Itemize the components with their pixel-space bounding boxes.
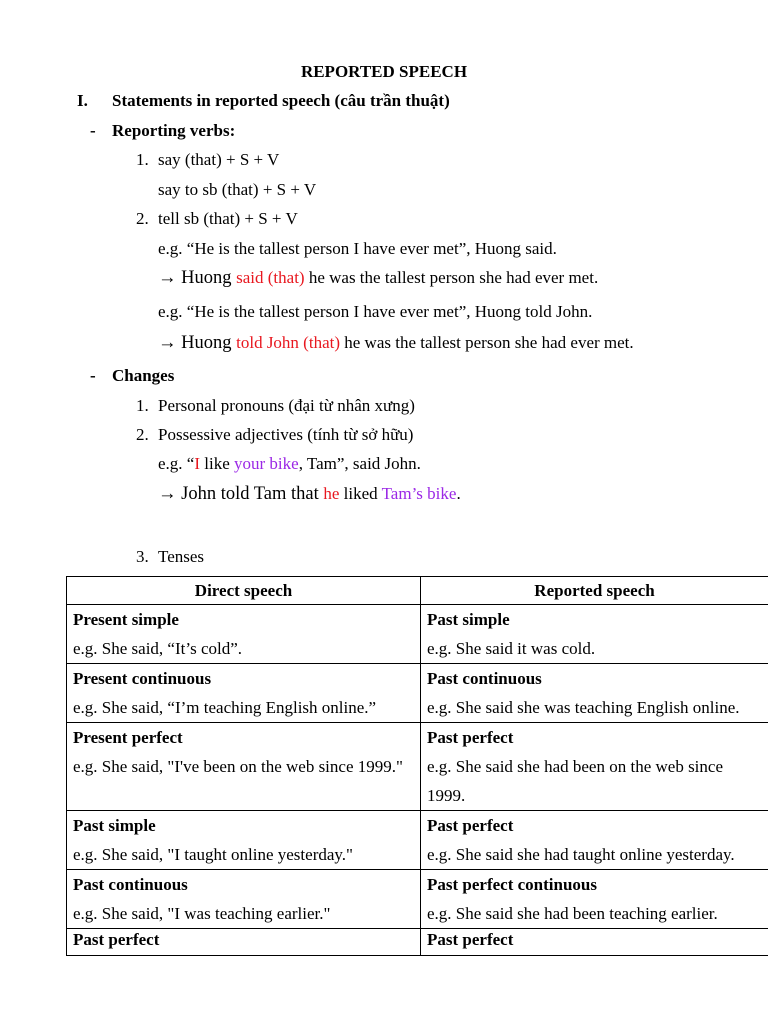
- list-item: Personal pronouns (đại từ nhân xưng): [158, 396, 415, 415]
- text: e.g. “: [158, 454, 195, 473]
- table-cell: [421, 870, 768, 929]
- table-cell: [421, 811, 768, 870]
- changes-heading: Changes: [112, 366, 175, 385]
- column-header: Direct speech: [67, 577, 421, 605]
- table-cell: [67, 870, 421, 929]
- table-cell: [421, 664, 768, 723]
- tense-example: e.g. She said it was cold.: [427, 639, 596, 658]
- table-cell: [67, 811, 421, 870]
- table-cell: [421, 929, 768, 956]
- list-item: tell sb (that) + S + V: [158, 209, 298, 228]
- section-numeral: I.: [77, 91, 88, 110]
- tense-name: Past continuous: [427, 669, 542, 688]
- table-row: [67, 870, 768, 929]
- tense-example: e.g. She said, “I’m teaching English online.”: [73, 698, 377, 717]
- example-result: [158, 484, 461, 505]
- table-cell: [421, 605, 768, 664]
- text: like: [200, 454, 235, 473]
- example-sentence: e.g. “He is the tallest person I have ever met”, Huong said.: [158, 239, 557, 258]
- tense-example: e.g. She said she had taught online yesterday.: [427, 845, 735, 864]
- table-cell: [67, 929, 421, 956]
- highlight-red: said (that): [236, 268, 305, 287]
- highlight-red: told John (that): [236, 333, 341, 352]
- text: .: [456, 484, 461, 503]
- highlight-red: he: [323, 484, 340, 503]
- list-number: 3.: [136, 547, 149, 566]
- tense-example: e.g. She said, "I taught online yesterday.": [73, 845, 353, 864]
- result-lead: → Huong: [158, 333, 237, 353]
- text: liked: [339, 484, 382, 503]
- table-header-row: [67, 577, 768, 605]
- text: , Tam”, said John.: [298, 454, 421, 473]
- tense-name: Past perfect: [73, 930, 160, 949]
- tense-example: e.g. She said she had been on the web since 1999.: [427, 757, 723, 805]
- list-item: say (that) + S + V: [158, 150, 280, 169]
- tenses-table: [66, 576, 768, 956]
- bullet-dash: -: [90, 121, 96, 140]
- list-number: 2.: [136, 425, 149, 444]
- section-heading: Statements in reported speech (câu trần thuật): [112, 91, 450, 110]
- tense-name: Past simple: [73, 816, 156, 835]
- table-row: [67, 929, 768, 956]
- result-lead: → Huong: [158, 268, 237, 288]
- table-cell: [67, 723, 421, 811]
- list-item-continuation: say to sb (that) + S + V: [158, 180, 317, 199]
- list-number: 1.: [136, 150, 149, 169]
- tense-name: Present continuous: [73, 669, 212, 688]
- reporting-verbs-heading: Reporting verbs:: [112, 121, 236, 140]
- example-result: [158, 333, 634, 354]
- list-item: Possessive adjectives (tính từ sở hữu): [158, 425, 414, 444]
- page-title: REPORTED SPEECH: [300, 62, 468, 81]
- list-number: 1.: [136, 396, 149, 415]
- highlight-red: I: [194, 454, 201, 473]
- tense-example: e.g. She said she was teaching English online.: [427, 698, 740, 717]
- example-result: [158, 268, 598, 289]
- tense-name: Present simple: [73, 610, 179, 629]
- tense-name: Past continuous: [73, 875, 188, 894]
- list-item: Tenses: [158, 547, 205, 566]
- tense-example: e.g. She said, "I was teaching earlier.": [73, 904, 331, 923]
- tense-name: Past perfect: [427, 816, 514, 835]
- tense-name: Present perfect: [73, 728, 183, 747]
- table-cell: [67, 605, 421, 664]
- table-cell: [67, 664, 421, 723]
- result-rest: he was the tallest person she had ever met.: [304, 268, 599, 287]
- result-rest: he was the tallest person she had ever met.: [340, 333, 634, 352]
- column-header: Reported speech: [421, 577, 768, 605]
- tense-name: Past perfect continuous: [427, 875, 597, 894]
- table-row: [67, 723, 768, 811]
- tense-example: e.g. She said, "I've been on the web since 1999.": [73, 757, 403, 776]
- result-lead: → John told Tam that: [158, 484, 324, 504]
- highlight-purple: your bike: [234, 454, 299, 473]
- tense-name: Past perfect: [427, 930, 514, 949]
- example-sentence: e.g. “He is the tallest person I have ever met”, Huong told John.: [158, 302, 593, 321]
- tense-name: Past perfect: [427, 728, 514, 747]
- example-sentence: [158, 454, 421, 474]
- table-row: [67, 605, 768, 664]
- list-number: 2.: [136, 209, 149, 228]
- tense-example: e.g. She said she had been teaching earlier.: [427, 904, 718, 923]
- table-cell: [421, 723, 768, 811]
- tense-name: Past simple: [427, 610, 510, 629]
- tense-example: e.g. She said, “It’s cold”.: [73, 639, 243, 658]
- bullet-dash: -: [90, 366, 96, 385]
- table-row: [67, 811, 768, 870]
- highlight-purple: Tam’s bike: [381, 484, 457, 503]
- table-row: [67, 664, 768, 723]
